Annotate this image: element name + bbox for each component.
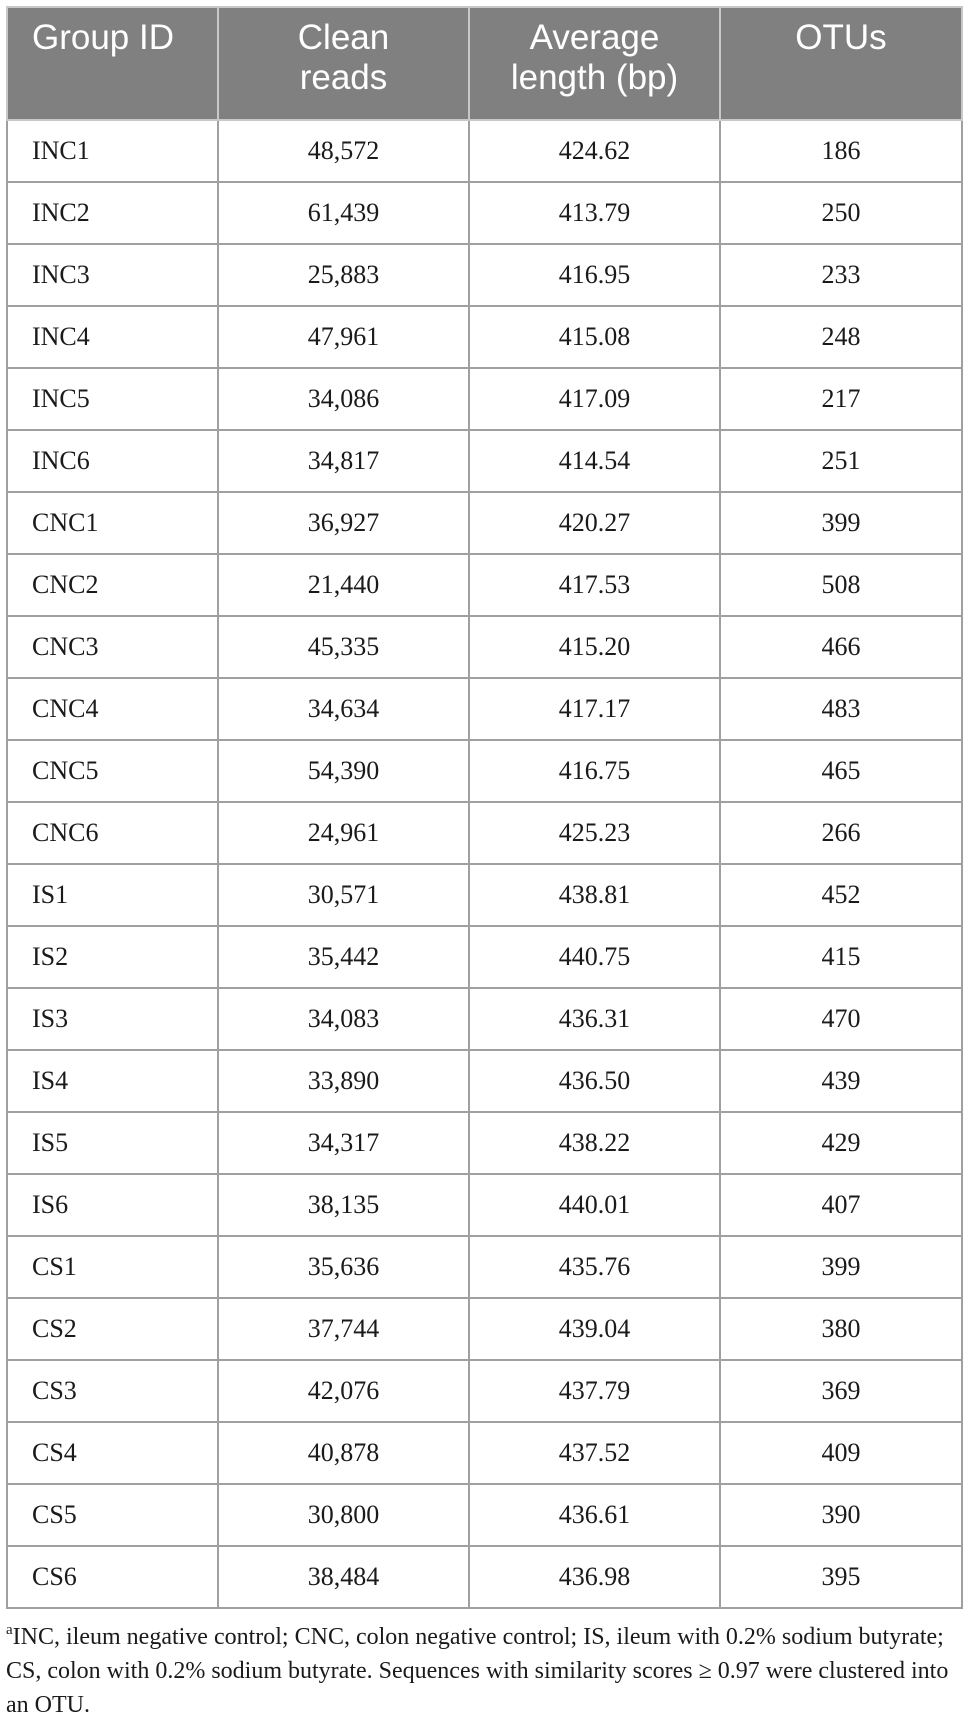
table-row bbox=[7, 244, 962, 306]
otus-cell: 407 bbox=[720, 1174, 962, 1236]
header-clean-reads bbox=[218, 7, 469, 120]
table-row bbox=[7, 616, 962, 678]
table-row bbox=[7, 1484, 962, 1546]
average-length-cell: 436.98 bbox=[469, 1546, 720, 1608]
clean-reads-cell: 30,571 bbox=[218, 864, 469, 926]
header-row bbox=[7, 7, 962, 120]
table-row bbox=[7, 988, 962, 1050]
clean-reads-cell: 45,335 bbox=[218, 616, 469, 678]
group-id-cell: INC4 bbox=[7, 306, 218, 368]
otus-cell: 452 bbox=[720, 864, 962, 926]
group-id-cell: INC1 bbox=[7, 120, 218, 182]
group-id-cell: CS6 bbox=[7, 1546, 218, 1608]
group-id-cell: CS1 bbox=[7, 1236, 218, 1298]
average-length-cell: 417.53 bbox=[469, 554, 720, 616]
table-row bbox=[7, 740, 962, 802]
average-length-cell: 415.08 bbox=[469, 306, 720, 368]
clean-reads-cell: 36,927 bbox=[218, 492, 469, 554]
table-row bbox=[7, 802, 962, 864]
header-clean-reads-line1: Clean bbox=[297, 18, 390, 57]
table-row bbox=[7, 1236, 962, 1298]
clean-reads-cell: 40,878 bbox=[218, 1422, 469, 1484]
otus-cell: 508 bbox=[720, 554, 962, 616]
clean-reads-cell: 38,484 bbox=[218, 1546, 469, 1608]
otus-cell: 409 bbox=[720, 1422, 962, 1484]
otus-cell: 395 bbox=[720, 1546, 962, 1608]
otus-cell: 266 bbox=[720, 802, 962, 864]
group-id-cell: IS3 bbox=[7, 988, 218, 1050]
clean-reads-cell: 37,744 bbox=[218, 1298, 469, 1360]
otus-cell: 466 bbox=[720, 616, 962, 678]
average-length-cell: 416.95 bbox=[469, 244, 720, 306]
group-id-cell: IS1 bbox=[7, 864, 218, 926]
otus-cell: 250 bbox=[720, 182, 962, 244]
header-clean-reads-line2: reads bbox=[299, 58, 388, 97]
group-id-cell: CNC6 bbox=[7, 802, 218, 864]
group-id-cell: INC6 bbox=[7, 430, 218, 492]
table-row bbox=[7, 864, 962, 926]
otus-cell: 380 bbox=[720, 1298, 962, 1360]
average-length-cell: 436.31 bbox=[469, 988, 720, 1050]
clean-reads-cell: 30,800 bbox=[218, 1484, 469, 1546]
otus-cell: 399 bbox=[720, 492, 962, 554]
group-id-cell: CNC2 bbox=[7, 554, 218, 616]
clean-reads-cell: 54,390 bbox=[218, 740, 469, 802]
group-id-cell: CS3 bbox=[7, 1360, 218, 1422]
group-id-cell: IS6 bbox=[7, 1174, 218, 1236]
header-otus-label: OTUs bbox=[795, 18, 887, 57]
average-length-cell: 424.62 bbox=[469, 120, 720, 182]
clean-reads-cell: 34,817 bbox=[218, 430, 469, 492]
group-id-cell: CS4 bbox=[7, 1422, 218, 1484]
clean-reads-cell: 21,440 bbox=[218, 554, 469, 616]
otus-cell: 369 bbox=[720, 1360, 962, 1422]
average-length-cell: 439.04 bbox=[469, 1298, 720, 1360]
average-length-cell: 440.01 bbox=[469, 1174, 720, 1236]
table-row bbox=[7, 1298, 962, 1360]
otus-cell: 186 bbox=[720, 120, 962, 182]
table-row bbox=[7, 430, 962, 492]
group-id-cell: INC5 bbox=[7, 368, 218, 430]
table-row bbox=[7, 1050, 962, 1112]
table-row bbox=[7, 1546, 962, 1608]
data-table bbox=[6, 6, 963, 1609]
header-group-id-label: Group ID bbox=[32, 18, 174, 57]
otus-cell: 415 bbox=[720, 926, 962, 988]
table-body bbox=[7, 120, 962, 1608]
clean-reads-cell: 24,961 bbox=[218, 802, 469, 864]
header-average-length-line1: Average bbox=[529, 18, 660, 57]
otus-cell: 465 bbox=[720, 740, 962, 802]
average-length-cell: 440.75 bbox=[469, 926, 720, 988]
average-length-cell: 416.75 bbox=[469, 740, 720, 802]
data-table-container bbox=[6, 6, 961, 1609]
otus-cell: 470 bbox=[720, 988, 962, 1050]
footnote-text: INC, ileum negative control; CNC, colon negative control; IS, ileum with 0.2% sodium butyrate; CS, colon with 0.2% sodium butyrate. Sequences with similarity scores ≥ 0.97 were clustered into an OTU. bbox=[6, 1624, 949, 1718]
otus-cell: 399 bbox=[720, 1236, 962, 1298]
otus-cell: 251 bbox=[720, 430, 962, 492]
table-row bbox=[7, 1422, 962, 1484]
clean-reads-cell: 47,961 bbox=[218, 306, 469, 368]
clean-reads-cell: 34,083 bbox=[218, 988, 469, 1050]
table-row bbox=[7, 1112, 962, 1174]
clean-reads-cell: 35,442 bbox=[218, 926, 469, 988]
group-id-cell: INC3 bbox=[7, 244, 218, 306]
clean-reads-cell: 34,317 bbox=[218, 1112, 469, 1174]
otus-cell: 233 bbox=[720, 244, 962, 306]
otus-cell: 217 bbox=[720, 368, 962, 430]
table-row bbox=[7, 306, 962, 368]
average-length-cell: 438.22 bbox=[469, 1112, 720, 1174]
clean-reads-cell: 33,890 bbox=[218, 1050, 469, 1112]
average-length-cell: 414.54 bbox=[469, 430, 720, 492]
group-id-cell: CNC1 bbox=[7, 492, 218, 554]
header-group-id bbox=[7, 7, 218, 120]
average-length-cell: 413.79 bbox=[469, 182, 720, 244]
clean-reads-cell: 48,572 bbox=[218, 120, 469, 182]
table-header bbox=[7, 7, 962, 120]
otus-cell: 429 bbox=[720, 1112, 962, 1174]
table-row bbox=[7, 1360, 962, 1422]
average-length-cell: 436.50 bbox=[469, 1050, 720, 1112]
table-row bbox=[7, 182, 962, 244]
otus-cell: 248 bbox=[720, 306, 962, 368]
group-id-cell: CNC4 bbox=[7, 678, 218, 740]
clean-reads-cell: 42,076 bbox=[218, 1360, 469, 1422]
table-row bbox=[7, 368, 962, 430]
group-id-cell: IS5 bbox=[7, 1112, 218, 1174]
group-id-cell: IS4 bbox=[7, 1050, 218, 1112]
average-length-cell: 420.27 bbox=[469, 492, 720, 554]
group-id-cell: INC2 bbox=[7, 182, 218, 244]
average-length-cell: 437.79 bbox=[469, 1360, 720, 1422]
average-length-cell: 417.17 bbox=[469, 678, 720, 740]
table-row bbox=[7, 678, 962, 740]
clean-reads-cell: 61,439 bbox=[218, 182, 469, 244]
footnote-marker: a bbox=[6, 1622, 13, 1638]
group-id-cell: CS5 bbox=[7, 1484, 218, 1546]
average-length-cell: 437.52 bbox=[469, 1422, 720, 1484]
group-id-cell: IS2 bbox=[7, 926, 218, 988]
otus-cell: 390 bbox=[720, 1484, 962, 1546]
average-length-cell: 415.20 bbox=[469, 616, 720, 678]
table-row bbox=[7, 554, 962, 616]
group-id-cell: CS2 bbox=[7, 1298, 218, 1360]
group-id-cell: CNC3 bbox=[7, 616, 218, 678]
header-average-length bbox=[469, 7, 720, 120]
otus-cell: 483 bbox=[720, 678, 962, 740]
clean-reads-cell: 35,636 bbox=[218, 1236, 469, 1298]
clean-reads-cell: 34,634 bbox=[218, 678, 469, 740]
clean-reads-cell: 25,883 bbox=[218, 244, 469, 306]
header-average-length-line2: length (bp) bbox=[510, 58, 679, 97]
table-row bbox=[7, 120, 962, 182]
average-length-cell: 417.09 bbox=[469, 368, 720, 430]
table-row bbox=[7, 1174, 962, 1236]
group-id-cell: CNC5 bbox=[7, 740, 218, 802]
otus-cell: 439 bbox=[720, 1050, 962, 1112]
clean-reads-cell: 34,086 bbox=[218, 368, 469, 430]
average-length-cell: 435.76 bbox=[469, 1236, 720, 1298]
clean-reads-cell: 38,135 bbox=[218, 1174, 469, 1236]
table-row bbox=[7, 926, 962, 988]
header-otus bbox=[720, 7, 962, 120]
table-row bbox=[7, 492, 962, 554]
average-length-cell: 438.81 bbox=[469, 864, 720, 926]
table-footnote bbox=[6, 1620, 964, 1722]
average-length-cell: 425.23 bbox=[469, 802, 720, 864]
average-length-cell: 436.61 bbox=[469, 1484, 720, 1546]
